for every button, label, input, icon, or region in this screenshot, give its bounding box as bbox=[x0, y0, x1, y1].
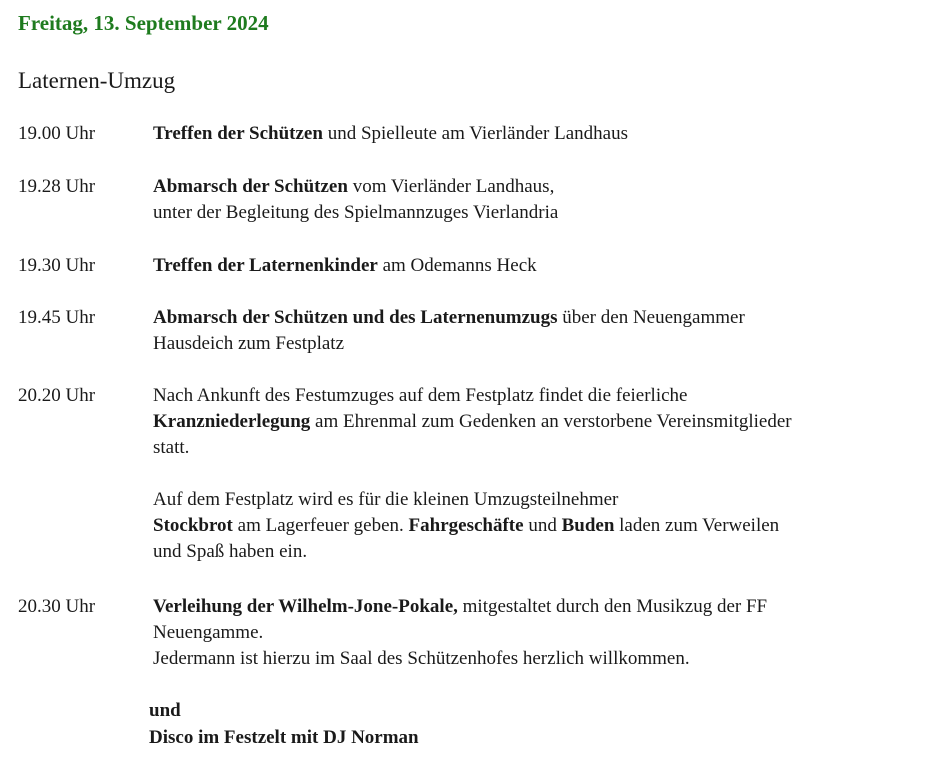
closing-disco: Disco im Festzelt mit DJ Norman bbox=[149, 727, 419, 748]
description-line bbox=[153, 620, 943, 646]
regular-text: Nach Ankunft des Festumzuges auf dem Festplatz findet die feierliche bbox=[153, 385, 688, 406]
regular-text: über den Neuengammer bbox=[557, 307, 745, 328]
regular-text: und Spaß haben ein. bbox=[153, 541, 308, 562]
description-line bbox=[153, 461, 943, 487]
regular-text: Auf dem Festplatz wird es für die kleinen Umzugsteilnehmer bbox=[153, 489, 619, 510]
description-line bbox=[153, 121, 943, 147]
regular-text: und bbox=[523, 515, 562, 536]
event-date: Freitag, 13. September 2024 bbox=[18, 11, 269, 35]
description-line bbox=[153, 594, 943, 620]
highlight-text: Verleihung der Wilhelm-Jone-Pokale, bbox=[153, 596, 458, 617]
description-line bbox=[153, 253, 943, 279]
schedule-description bbox=[153, 174, 943, 226]
highlight-text: Treffen der Laternenkinder bbox=[153, 255, 378, 276]
regular-text: Jedermann ist hierzu im Saal des Schützenhofes herzlich willkommen. bbox=[153, 648, 690, 669]
regular-text: und Spielleute am Vierländer Landhaus bbox=[322, 123, 628, 144]
description-line bbox=[153, 174, 943, 200]
description-line bbox=[153, 435, 943, 461]
regular-text: am Odemanns Heck bbox=[377, 255, 537, 276]
schedule-description bbox=[153, 121, 943, 147]
highlight-text: Kranzniederlegung bbox=[153, 411, 311, 432]
schedule-description bbox=[153, 253, 943, 279]
description-line bbox=[153, 383, 943, 409]
schedule-description bbox=[153, 305, 943, 357]
schedule-time: 19.30 Uhr bbox=[18, 255, 96, 276]
highlight-text: Stockbrot bbox=[153, 515, 233, 536]
schedule-time: 20.20 Uhr bbox=[18, 385, 96, 406]
highlight-text: Treffen der Schützen bbox=[153, 123, 323, 144]
regular-text: statt. bbox=[153, 437, 190, 458]
highlight-text: Abmarsch der Schützen und des Laternenumzugs bbox=[153, 307, 558, 328]
description-line bbox=[153, 513, 943, 539]
regular-text: mitgestaltet durch den Musikzug der FF bbox=[457, 596, 768, 617]
description-line bbox=[153, 487, 943, 513]
highlight-text: Fahrgeschäfte bbox=[408, 515, 524, 536]
schedule-description bbox=[153, 383, 943, 565]
event-title: Laternen-Umzug bbox=[18, 68, 176, 93]
description-line bbox=[153, 331, 943, 357]
regular-text: Neuengamme. bbox=[153, 622, 264, 643]
description-line bbox=[153, 305, 943, 331]
regular-text: laden zum Verweilen bbox=[614, 515, 780, 536]
schedule-time: 19.00 Uhr bbox=[18, 123, 96, 144]
closing-and: und bbox=[149, 700, 181, 721]
description-line bbox=[153, 200, 943, 226]
description-line bbox=[153, 539, 943, 565]
regular-text: am Ehrenmal zum Gedenken an verstorbene Vereinsmitglieder bbox=[310, 411, 792, 432]
regular-text: vom Vierländer Landhaus, bbox=[347, 176, 555, 197]
schedule-time: 19.45 Uhr bbox=[18, 307, 96, 328]
regular-text: am Lagerfeuer geben. bbox=[232, 515, 409, 536]
schedule-time: 19.28 Uhr bbox=[18, 176, 96, 197]
regular-text: Hausdeich zum Festplatz bbox=[153, 333, 345, 354]
schedule-time: 20.30 Uhr bbox=[18, 596, 96, 617]
description-line bbox=[153, 409, 943, 435]
highlight-text: Buden bbox=[561, 515, 615, 536]
highlight-text: Abmarsch der Schützen bbox=[153, 176, 348, 197]
description-line bbox=[153, 646, 943, 672]
regular-text: unter der Begleitung des Spielmannzuges Vierlandria bbox=[153, 202, 559, 223]
schedule-description bbox=[153, 594, 943, 672]
